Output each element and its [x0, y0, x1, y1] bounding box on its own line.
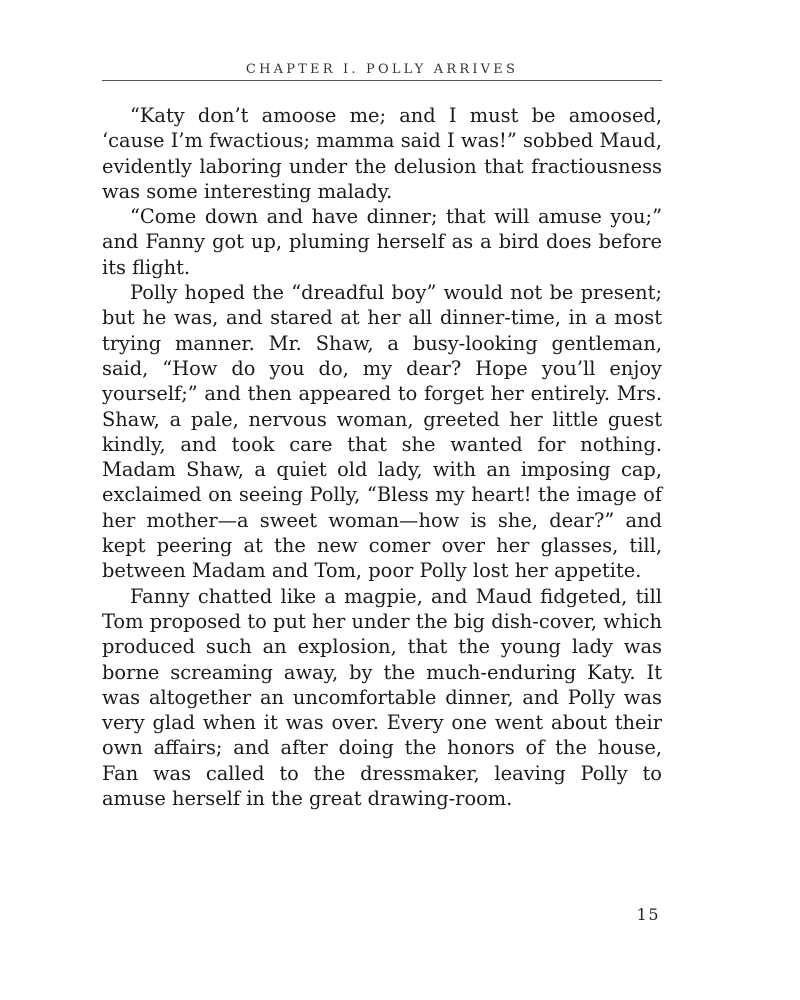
body-text [102, 103, 662, 811]
paragraph: Fanny chatted like a magpie, and Maud fidgeted, till Tom proposed to put her under the big dish-cover, which produced such an explosion, that the young lady was borne screaming away, by the much-enduring Katy. It was altogether an uncomfortable dinner, and Polly was very glad when it was over. Every one went about their own affairs; and after doing the honors of the house, Fan was called to the dressmaker, leaving Polly to amuse herself in the great drawing-room. [102, 584, 662, 811]
page-number: 15 [636, 905, 660, 924]
running-head: CHAPTER I. POLLY ARRIVES [102, 62, 662, 81]
book-page [102, 62, 662, 811]
paragraph: “Come down and have dinner; that will amuse you;” and Fanny got up, pluming herself as a bird does before its flight. [102, 205, 662, 279]
paragraph: Polly hoped the “dreadful boy” would not be present; but he was, and stared at her all dinner-time, in a most trying manner. Mr. Shaw, a busy-looking gentleman, said, “How do you do, my dear? Hope you’ll enjoy yourself;” and then appeared to forget her entirely. Mrs. Shaw, a pale, nervous woman, greeted her little guest kindly, and took care that she wanted for nothing. Madam Shaw, a quiet old lady, with an imposing cap, exclaimed on seeing Polly, “Bless my heart! the image of her mother—a sweet woman—how is she, dear?” and kept peering at the new comer over her glasses, till, between Madam and Tom, poor Polly lost her appetite. [102, 281, 662, 583]
paragraph: “Katy don’t amoose me; and I must be amoosed, ‘cause I’m fwactious; mamma said I was!” sobbed Maud, evidently laboring under the delusion that fractiousness was some interesting malady. [102, 104, 662, 203]
